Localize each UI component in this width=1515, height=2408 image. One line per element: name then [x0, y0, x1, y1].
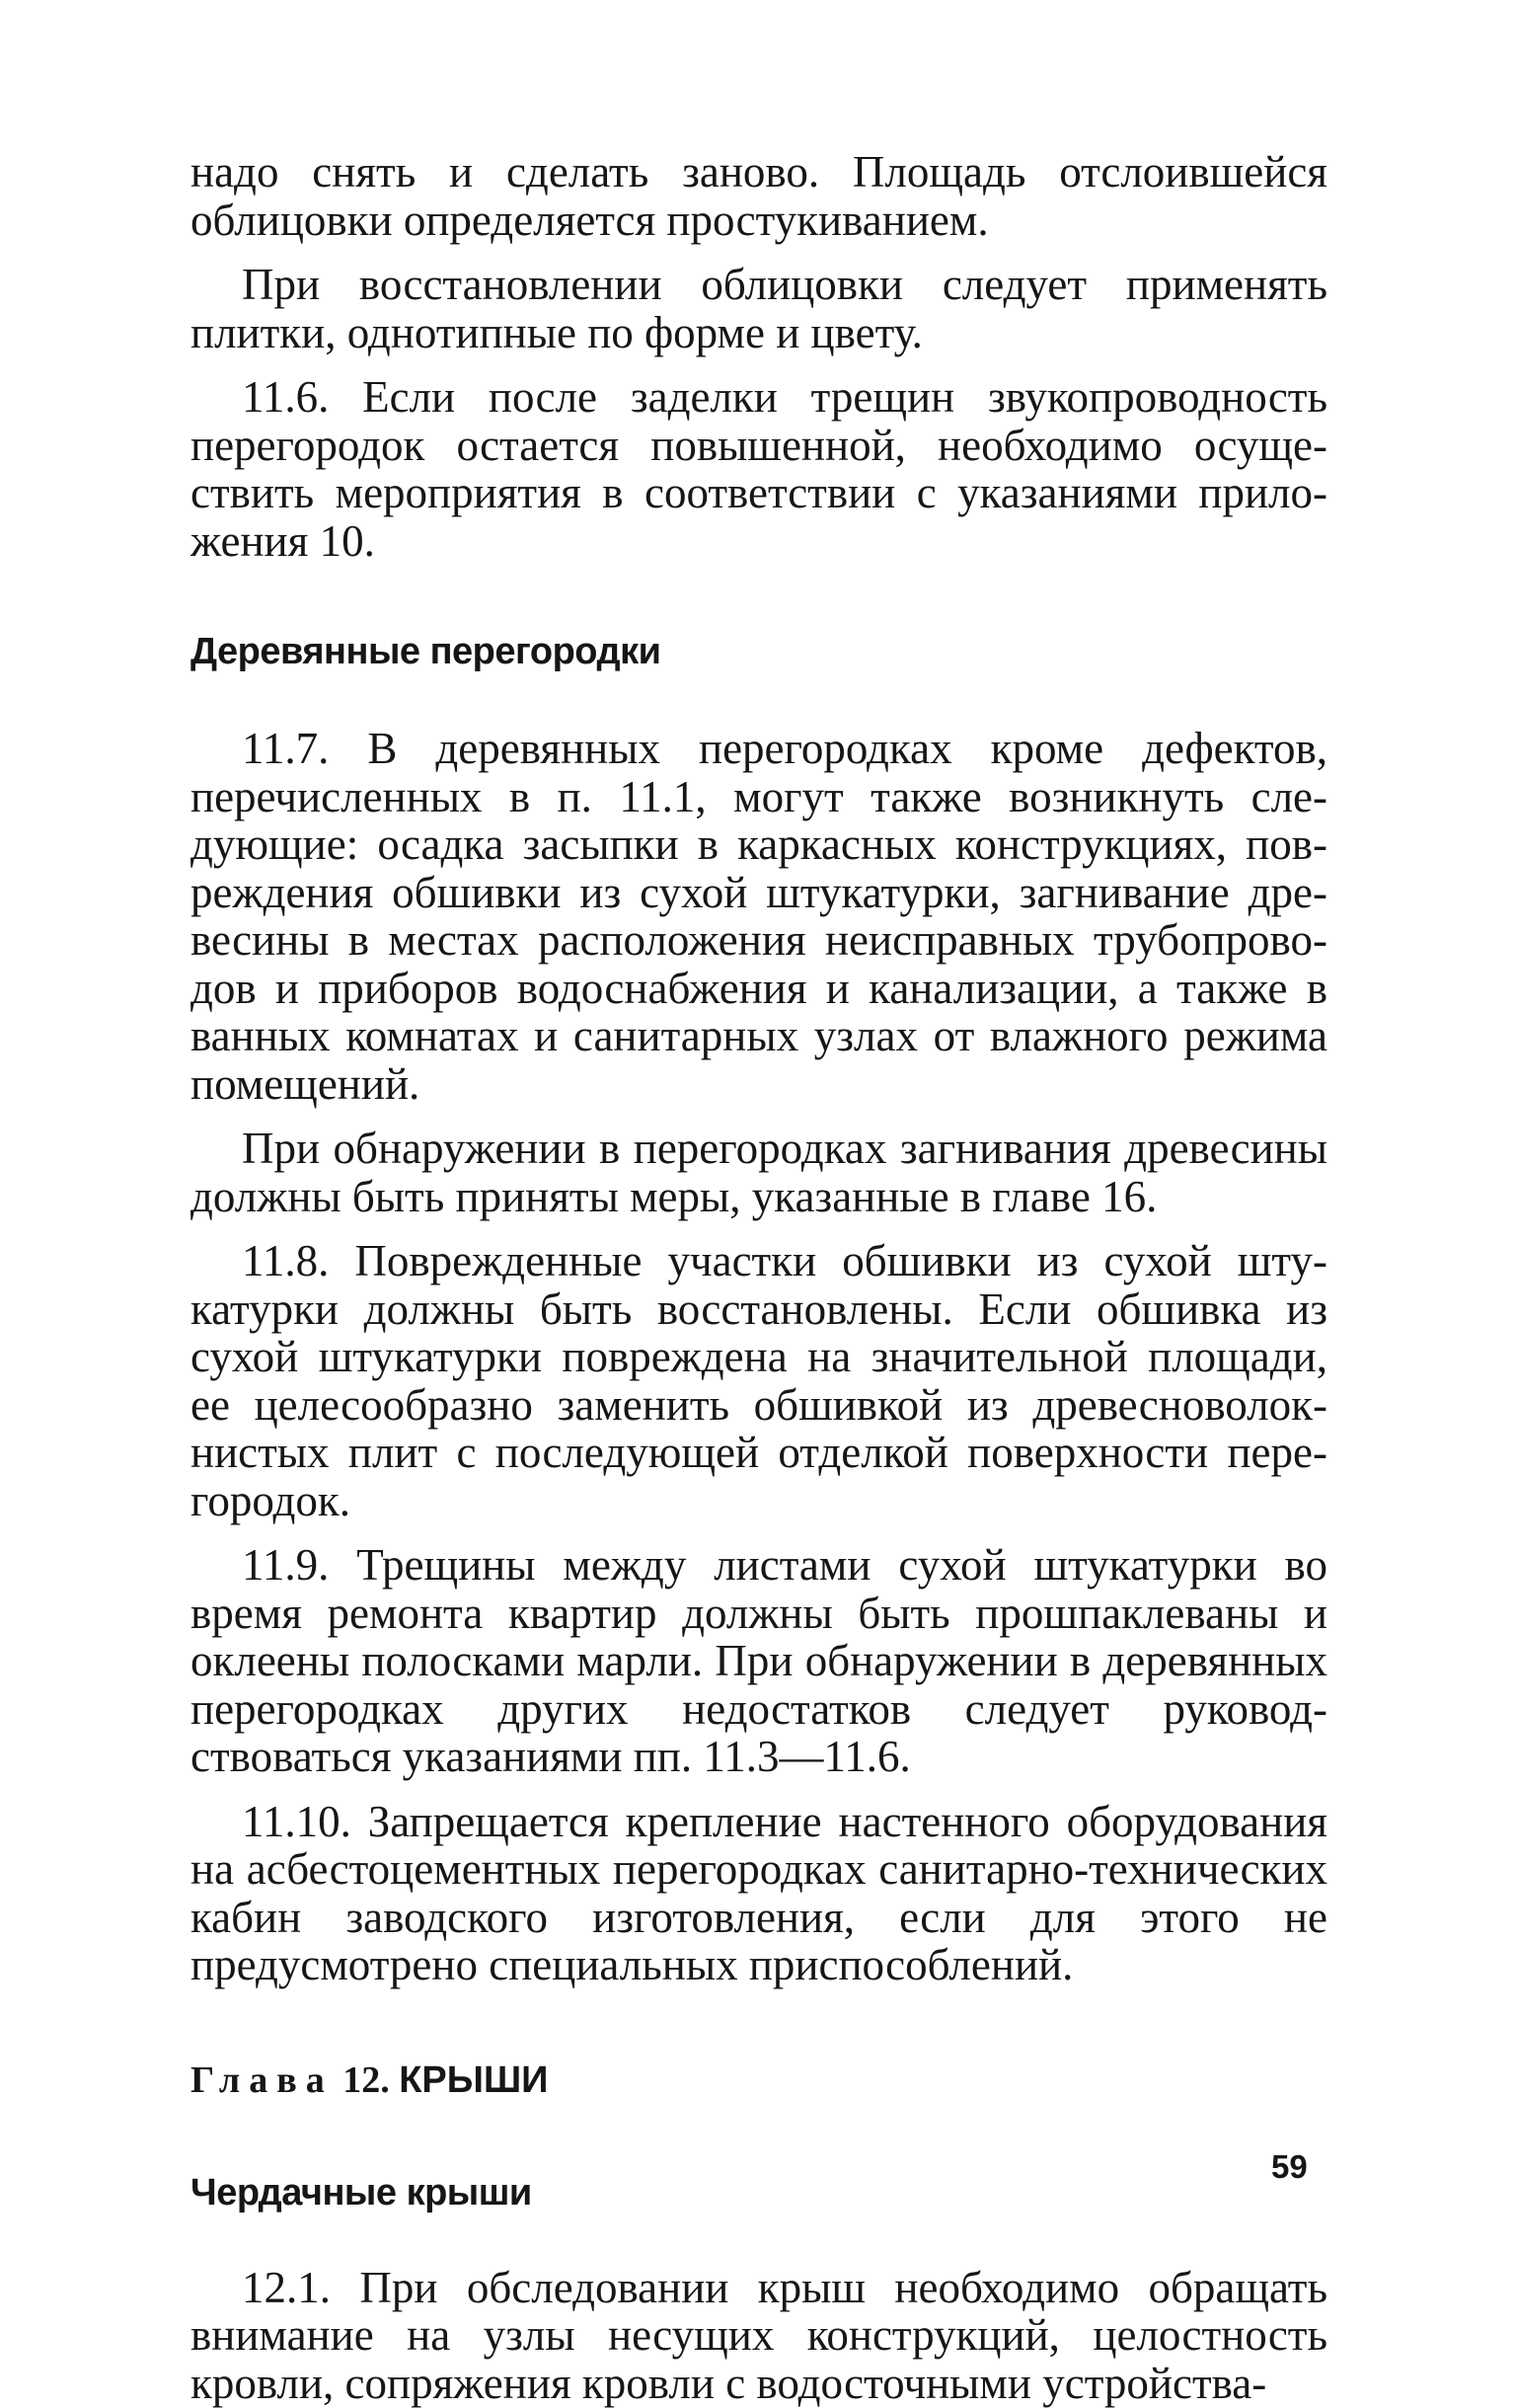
chapter-heading	[190, 2058, 1327, 2102]
section-heading-wooden-partitions: Деревянные перегородки	[190, 631, 661, 672]
paragraph-continuation: надо снять и сделать заново. Площадь отслоившейся облицовки определяется простукиванием.	[190, 147, 1327, 245]
paragraph-12-1: 12.1. При обследовании крыш необходимо обращать внимание на узлы несущих конструкций, целостность кровли, сопряжения кровли с водосточными устройства-	[190, 2262, 1327, 2408]
chapter-title: КРЫШИ	[399, 2058, 549, 2101]
chapter-prefix: Глава	[190, 2058, 334, 2101]
paragraph-rot-measures: При обнаружении в перегородках загнивания древесины должны быть приняты меры, указанные в главе 16.	[190, 1124, 1327, 1221]
paragraph-11-9: 11.9. Трещины между листами сухой штукатурки во время ремонта квартир должны быть прошпаклеваны и оклеены полосками марли. При обнаружении в деревянных перегородках других недостатков следует руководствоваться указаниями пп. 11.3—11.6.	[190, 1540, 1327, 1781]
paragraph-restoration: При восстановлении облицовки следует применять плитки, однотипные по форме и цвету.	[190, 260, 1327, 357]
section-heading-attic-roofs: Чердачные крыши	[190, 2171, 532, 2214]
paragraph-11-10: 11.10. Запрещается крепление настенного оборудования на асбестоцементных перегородках санитарно-технических кабин заводского изготовления, если для этого не предусмотрено специальных приспособлений.	[190, 1796, 1327, 1989]
page-number: 59	[1271, 2148, 1308, 2185]
paragraph-11-7: 11.7. В деревянных перегородках кроме дефектов, перечисленных в п. 11.1, могут также возникнуть следующие: осадка засыпки в каркасных конструкциях, повреждения обшивки из сухой штукатурки, загнивание древесины в местах расположения неисправных трубопроводов и приборов водоснабжения и канализации, а также в ванных комнатах и санитарных узлах от влажного режима помещений.	[190, 724, 1327, 1109]
paragraph-11-6: 11.6. Если после заделки трещин звукопроводность перегородок остается повышенной, необходимо осуществить мероприятия в соответствии с указаниями приложения 10.	[190, 372, 1327, 566]
text-column	[190, 148, 1327, 2407]
chapter-number: 12.	[342, 2058, 390, 2101]
paragraph-11-8: 11.8. Поврежденные участки обшивки из сухой штукатурки должны быть восстановлены. Если обшивка из сухой штукатурки повреждена на значительной площади, ее целесообразно заменить обшивкой из древесноволокнистых плит с последующей отделкой поверхности перегородок.	[190, 1236, 1327, 1525]
